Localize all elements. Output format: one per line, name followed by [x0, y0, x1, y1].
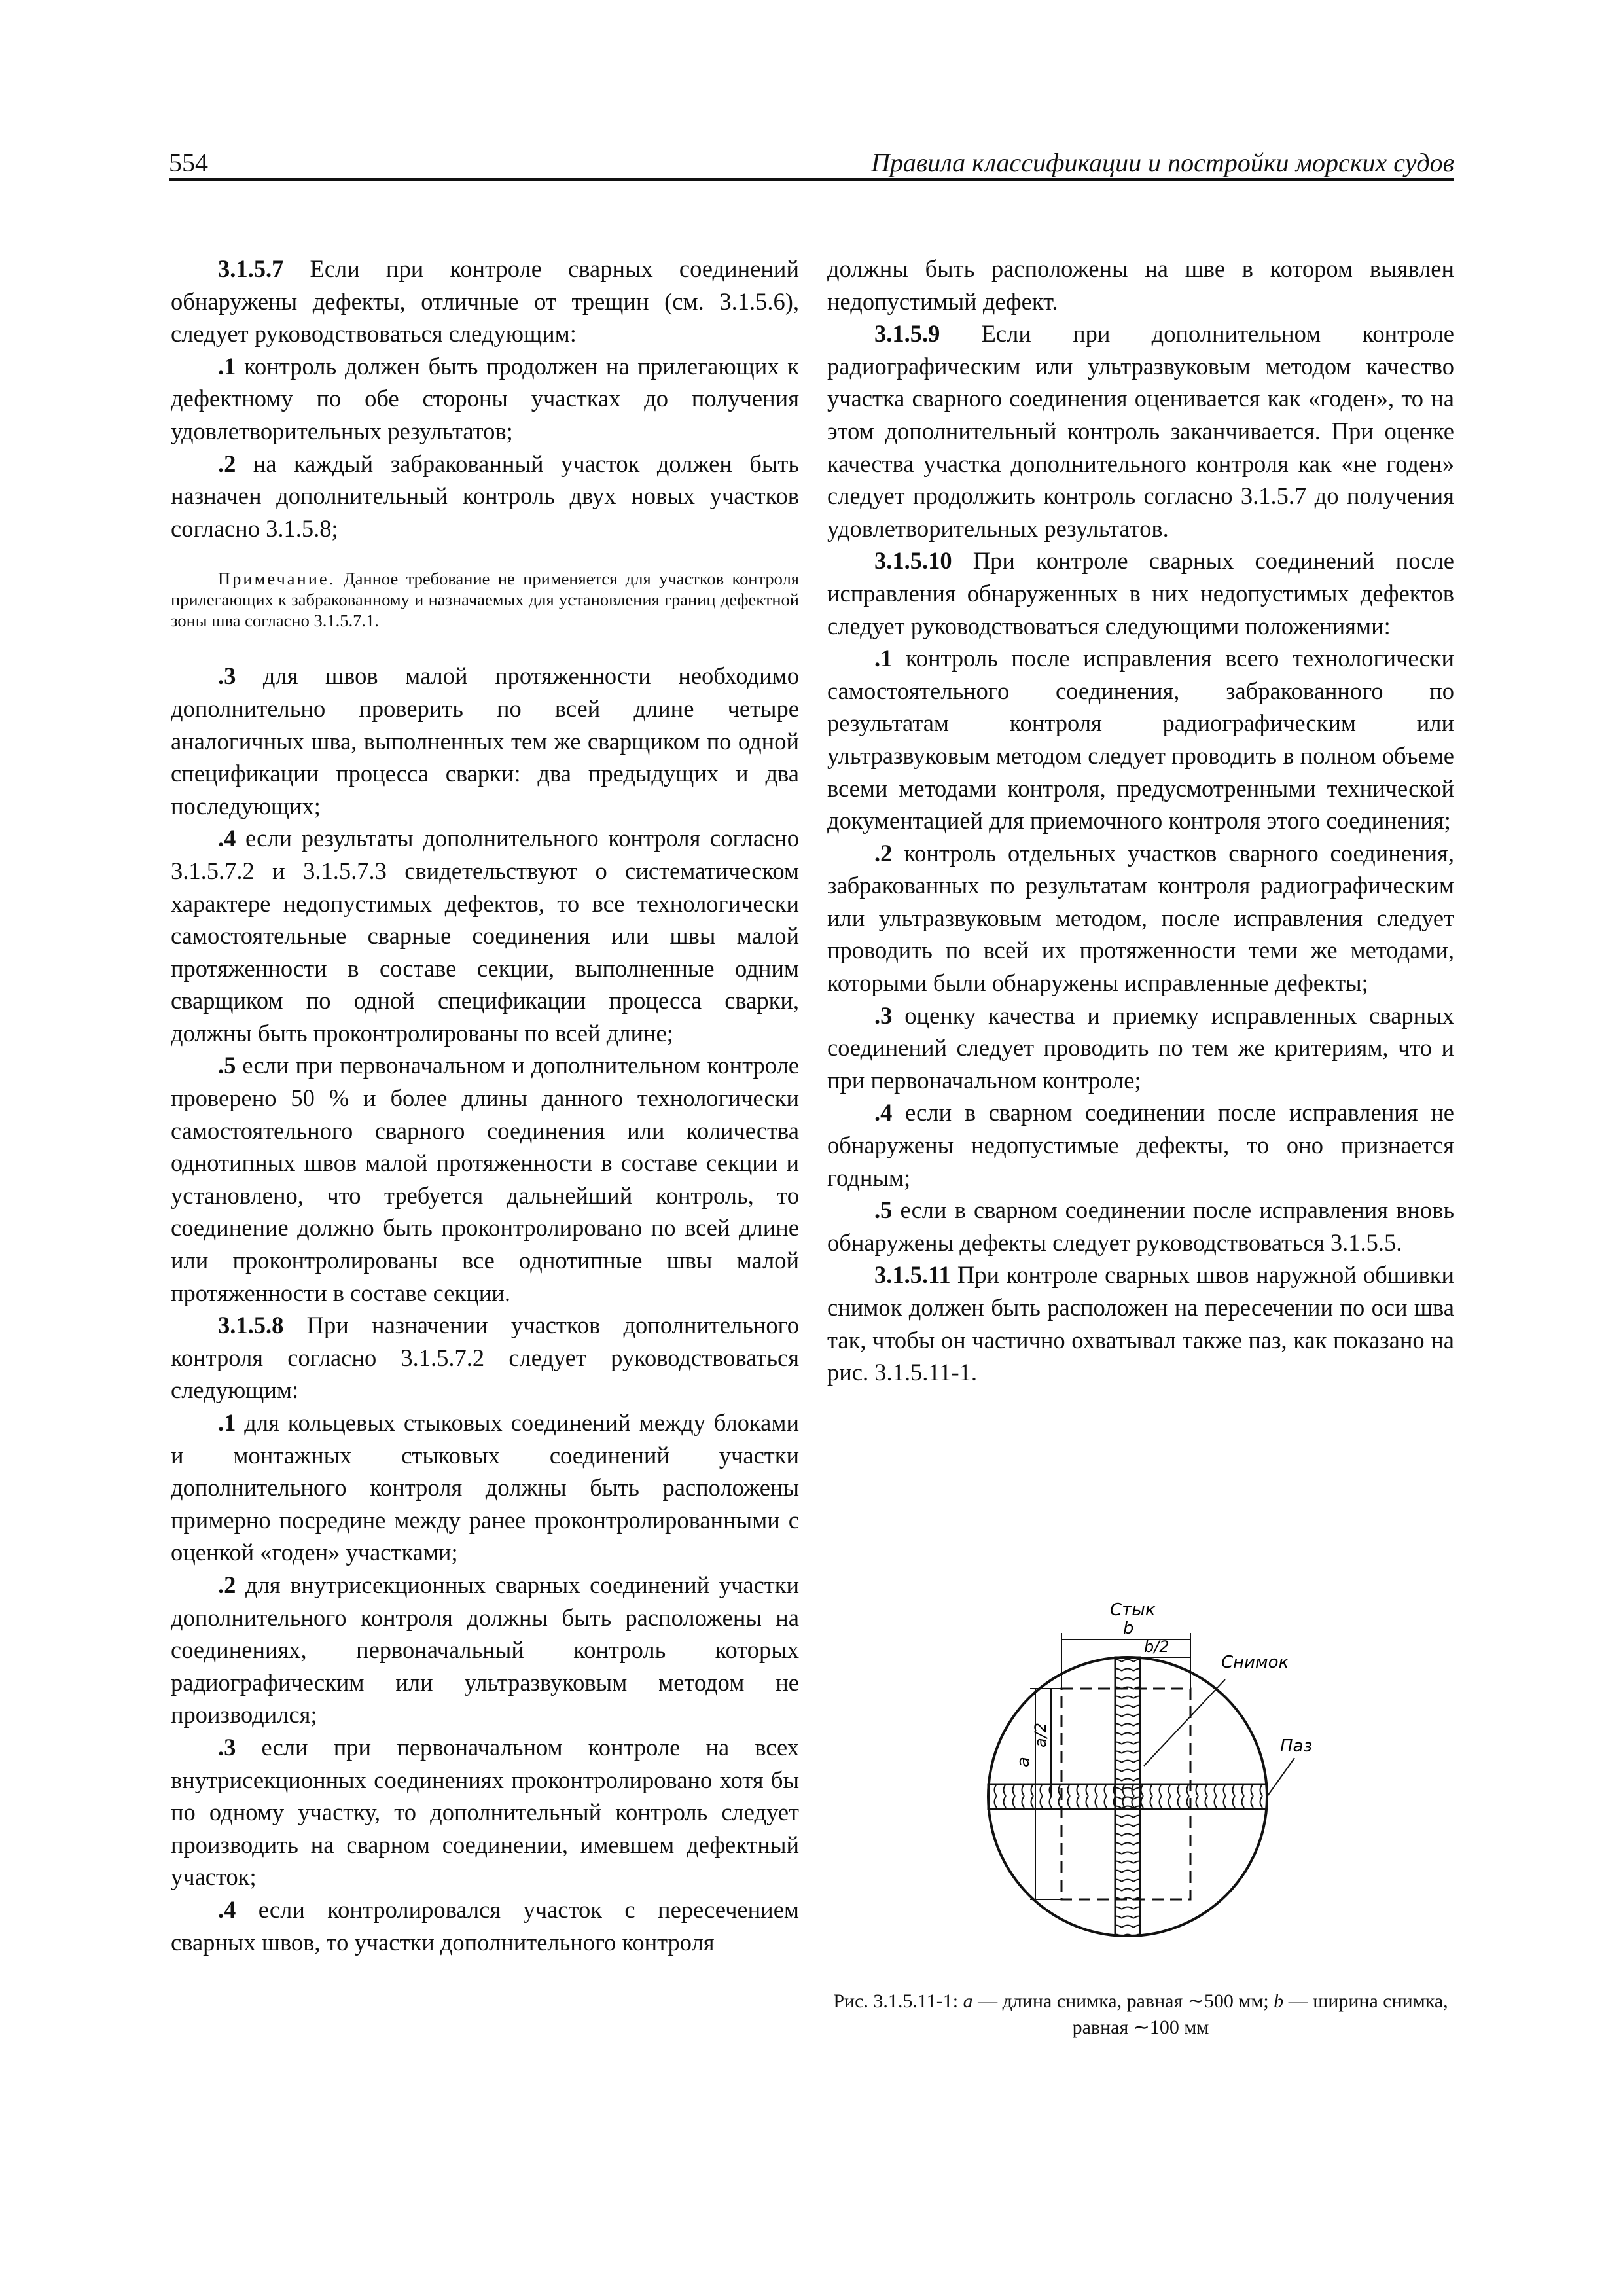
weld-film-figure: [827, 1584, 1454, 1996]
item-text: если в сварном соединении после исправления не обнаружены недопустимые дефекты, то оно признается годным;: [827, 1099, 1454, 1191]
clause-text: При назначении участков дополнительного контроля согласно 3.1.5.7.2 следует руководствоваться следующим:: [171, 1312, 799, 1404]
item-text: контроль отдельных участков сварного соединения, забракованных по результатам контроля радиографическим или ультразвуковым методом, после исправления следует проводить по всей их протяженности теми же методами, которыми были обнаружены исправленные дефекты;: [827, 839, 1454, 997]
item-number: .1: [218, 1409, 236, 1436]
item-text: если в сварном соединении после исправления вновь обнаружены дефекты следует руководствоваться 3.1.5.5.: [827, 1196, 1454, 1256]
butt-weld: [1115, 1657, 1140, 1936]
caption-prefix: Рис. 3.1.5.11-1:: [833, 1990, 963, 2012]
item-number: .3: [874, 1001, 893, 1029]
clause-text: Если при контроле сварных соединений обнаружены дефекты, отличные от трещин (см. 3.1.5.6), следует руководствоваться следующим:: [171, 255, 799, 348]
label-a: a: [1014, 1757, 1033, 1767]
item-number: .1: [218, 352, 236, 380]
paragraph-3-1-5-9: [827, 317, 1454, 545]
seam-leader: [1267, 1758, 1294, 1797]
paragraph-3-1-5-7: [171, 253, 799, 350]
list-item: [171, 448, 799, 545]
list-item: [171, 660, 799, 822]
item-number: .1: [874, 645, 893, 672]
list-item: [827, 1096, 1454, 1194]
label-b-half: b/2: [1144, 1638, 1169, 1656]
weld-diagram: [827, 1584, 1454, 1996]
header-rule: [169, 178, 1454, 181]
page-number: 554: [169, 148, 208, 177]
item-text: контроль после исправления всего технологически самостоятельного соединения, забракованного по результатам контроля радиографическим или ультразвуковым методом следует проводить в полном объеме всеми методами контроля, предусмотренными технической документацией для приемочного контроля этого соединения;: [827, 645, 1454, 834]
item-number: .2: [218, 1571, 236, 1598]
list-item: [827, 1194, 1454, 1259]
right-column: [827, 253, 1454, 1389]
note-label: Примечание.: [218, 569, 336, 589]
list-item: [171, 1049, 799, 1309]
item-number: .5: [218, 1052, 236, 1079]
item-text: если контролировался участок с пересечением сварных швов, то участки дополнительного контроля: [171, 1895, 799, 1956]
item-number: .2: [874, 839, 893, 867]
item-text: для внутрисекционных сварных соединений участки дополнительного контроля должны быть расположены на соединениях, первоначальный контроль которых радиографическим или ультразвуковым методом не производился;: [171, 1571, 799, 1729]
item-text: если результаты дополнительного контроля согласно 3.1.5.7.2 и 3.1.5.7.3 свидетельствуют о систематическом характере недопустимых дефектов, то все технологически самостоятельные сварные соединения или швы малой протяженности в составе секции, выполненные одним сварщиком по одной спецификации процесса сварки, должны быть проконтролированы по всей длине;: [171, 825, 799, 1047]
clause-text: При контроле сварных швов наружной обшивки снимок должен быть расположен на пересечении по оси шва так, чтобы он частично охватывал также паз, как показано на рис. 3.1.5.11-1.: [827, 1261, 1454, 1386]
clause-number: 3.1.5.10: [874, 547, 952, 575]
clause-number: 3.1.5.9: [874, 320, 940, 348]
item-text: для швов малой протяженности необходимо дополнительно проверить по всей длине четыре аналогичных шва, выполненных тем же сварщиком по одной спецификации процесса сварки: два предыдущих и два последующих;: [171, 662, 799, 819]
label-b: b: [1123, 1619, 1134, 1638]
list-item: [827, 642, 1454, 837]
item-text: если при первоначальном контроле на всех внутрисекционных соединениях проконтролировано хотя бы по одному участку, то дополнительный контроль следует производить на сварном соединении, имевшем дефектный участок;: [171, 1733, 799, 1891]
list-item: [171, 350, 799, 448]
item-number: .2: [218, 450, 236, 477]
item-number: .5: [874, 1196, 893, 1224]
item-number: .4: [874, 1099, 893, 1126]
paragraph-3-1-5-11: [827, 1259, 1454, 1388]
caption-b-text: — ширина снимка, равная ∼100 мм: [1072, 1990, 1448, 2038]
clause-number: 3.1.5.7: [218, 255, 284, 282]
list-item: [171, 1569, 799, 1731]
paragraph-3-1-5-10: [827, 545, 1454, 642]
item-number: .4: [218, 1895, 236, 1923]
clause-text: При контроле сварных соединений после исправления обнаруженных в них недопустимых дефектов следует руководствоваться следующими положениями:: [827, 547, 1454, 639]
item-text: контроль должен быть продолжен на прилегающих к дефектному по обе стороны участках до получения удовлетворительных результатов;: [171, 352, 799, 444]
item-text: оценку качества и приемку исправленных сварных соединений следует проводить по тем же критериям, что и при первоначальном контроле;: [827, 1001, 1454, 1094]
list-item: [827, 837, 1454, 999]
list-item: [171, 1407, 799, 1569]
paragraph-3-1-5-8: [171, 1309, 799, 1407]
figure-caption: [827, 1988, 1454, 2041]
caption-b-symbol: b: [1274, 1990, 1284, 2012]
item-number: .3: [218, 662, 236, 690]
clause-text: Если при дополнительном контроле радиографическим или ультразвуковым методом качество участка сварного соединения оценивается как «годен», то на этом дополнительный контроль заканчивается. При оценке качества участка дополнительного контроля как «не годен» следует продолжить контроль согласно 3.1.5.7 до получения удовлетворительных результатов.: [827, 320, 1454, 542]
caption-a-symbol: a: [963, 1990, 973, 2012]
label-film: Снимок: [1221, 1653, 1289, 1672]
running-title: Правила классификации и постройки морских судов: [870, 148, 1454, 177]
list-item: [171, 1731, 799, 1893]
item-text: на каждый забракованный участок должен быть назначен дополнительный контроль двух новых участков согласно 3.1.5.8;: [171, 450, 799, 542]
clause-number: 3.1.5.11: [874, 1261, 951, 1289]
item-number: .4: [218, 825, 236, 852]
page-header: [169, 140, 1454, 182]
note-text: Данное требование не применяется для участков контроля прилегающих к забракованному и назначаемых для установления границ дефектной зоны шва согласно 3.1.5.7.1.: [171, 569, 799, 631]
caption-a-text: — длина снимка, равная ∼500 мм;: [972, 1990, 1274, 2012]
list-item: [171, 822, 799, 1049]
item-text: если при первоначальном и дополнительном контроле проверено 50 % и более длины данного технологически самостоятельного сварного соединения или количества однотипных швов малой протяженности в составе секции и установлено, что требуется дальнейший контроль, то соединение должно быть проконтролировано по всей длине или проконтролированы все однотипные швы малой протяженности в составе секции.: [171, 1052, 799, 1306]
item-text: для кольцевых стыковых соединений между блоками и монтажных стыковых соединений участки дополнительного контроля должны быть расположены примерно посредине между ранее проконтролированными с оценкой «годен» участками;: [171, 1409, 799, 1566]
list-item: [827, 999, 1454, 1097]
list-item: [171, 1893, 799, 1958]
left-column: [171, 253, 799, 1958]
label-a-half: a/2: [1031, 1722, 1050, 1748]
note: [171, 568, 799, 631]
film-leader: [1144, 1679, 1225, 1766]
label-seam: Паз: [1280, 1736, 1313, 1756]
label-butt: Стык: [1110, 1600, 1156, 1620]
clause-number: 3.1.5.8: [218, 1312, 284, 1339]
continued-text: должны быть расположены на шве в котором выявлен недопустимый дефект.: [827, 255, 1454, 315]
item-number: .3: [218, 1733, 236, 1761]
